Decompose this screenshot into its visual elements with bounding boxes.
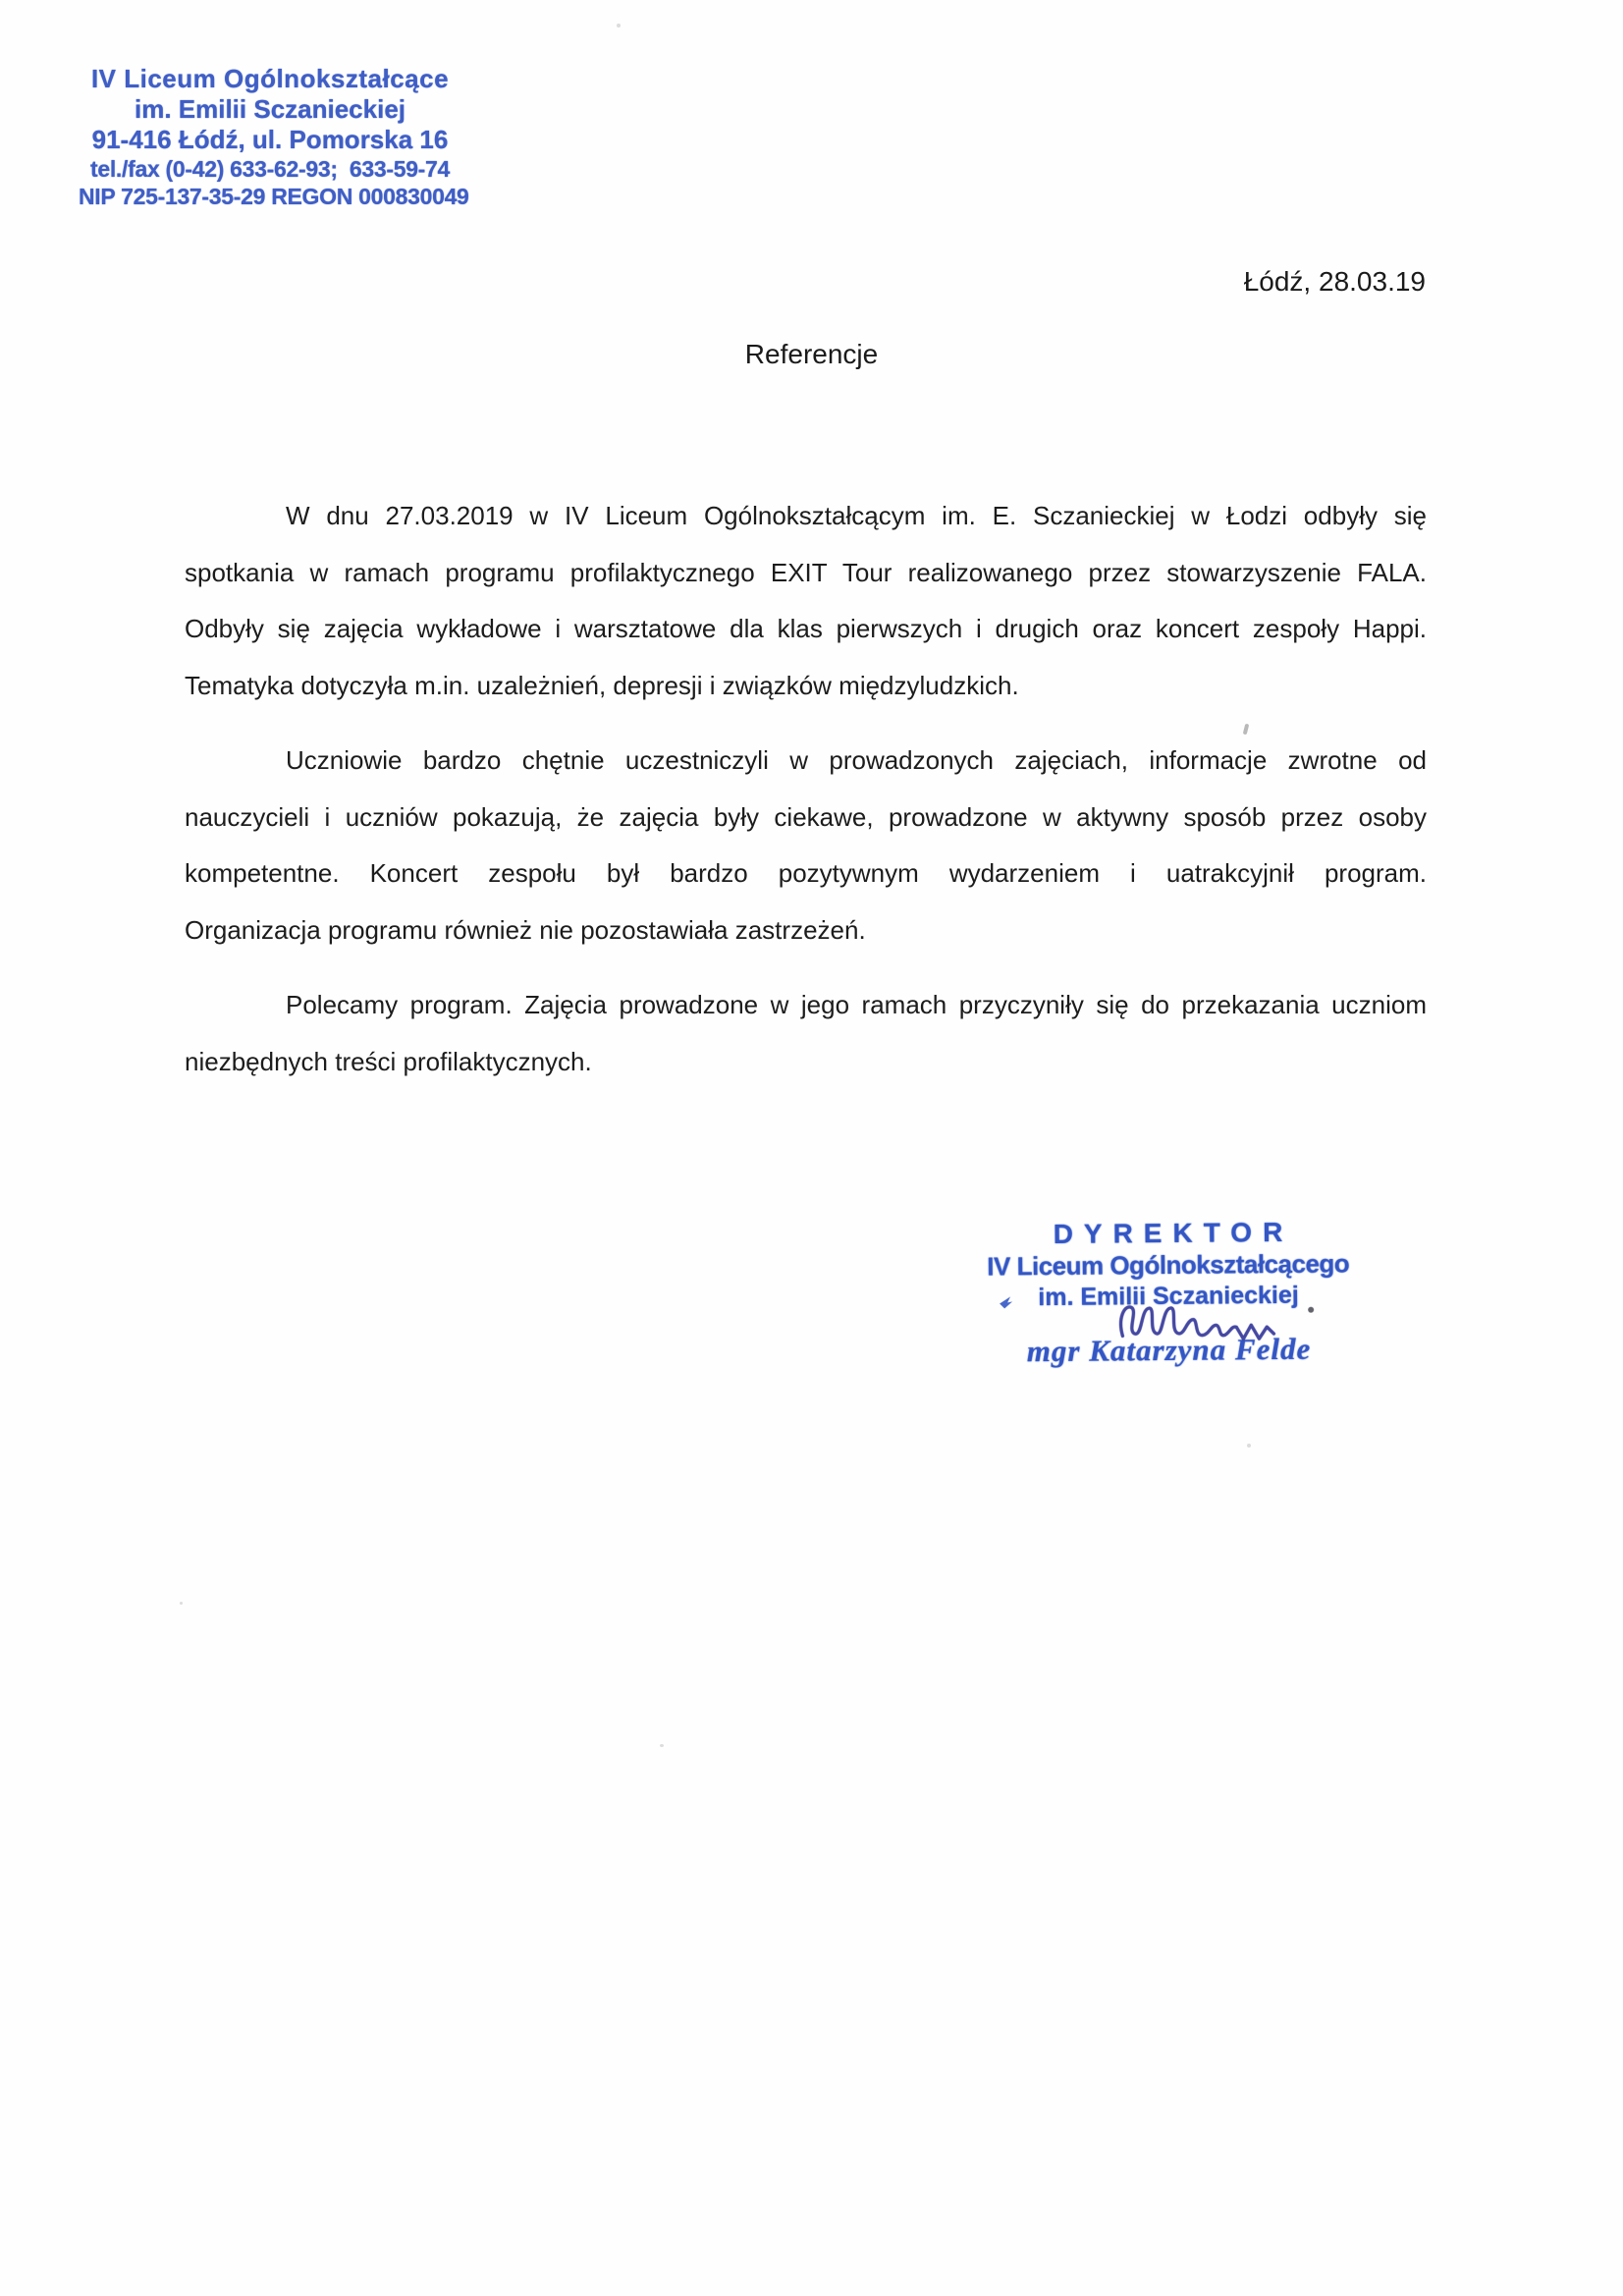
body-line: Organizacja programu również nie pozostawiała zastrzeżeń.	[185, 914, 866, 945]
header-stamp-line-3: 91-416 Łódź, ul. Pomorska 16	[91, 125, 449, 154]
paragraph-1	[185, 488, 1427, 714]
paragraph-2	[185, 733, 1427, 958]
body-line: niezbędnych treści profilaktycznych.	[185, 1046, 592, 1076]
director-signature-stamp	[966, 1216, 1370, 1369]
body-line: kompetentne. Koncert zespołu był bardzo pozytywnym wydarzeniem i uatrakcyjnił program.	[185, 858, 1427, 888]
scan-speck	[660, 1744, 664, 1747]
body-line: Polecamy program. Zajęcia prowadzone w jego ramach przyczyniły się do przekazania uczniom	[286, 990, 1427, 1019]
stamp-ink-dot	[1308, 1307, 1314, 1313]
header-stamp-line-4: tel./fax (0-42) 633-62-93; 633-59-74	[89, 156, 451, 182]
body-line: Odbyły się zajęcia wykładowe i warsztatowe dla klas pierwszych i drugich oraz koncert zespoły Happi.	[185, 614, 1427, 643]
header-stamp-line-5: NIP 725-137-35-29 REGON 000830049	[79, 184, 469, 209]
signer-name: mgr Katarzyna Felde	[1026, 1331, 1312, 1369]
body-line: W dnu 27.03.2019 w IV Liceum Ogólnokształcącym im. E. Sczanieckiej w Łodzi odbyły się	[286, 501, 1427, 530]
stamp-school-line2: im. Emilii Sczanieckiej	[1038, 1281, 1299, 1312]
body-line: Tematyka dotyczyła m.in. uzależnień, depresji i związków międzyludzkich.	[185, 670, 1019, 700]
header-stamp-line-2: im. Emilii Sczanieckiej	[134, 94, 406, 124]
director-role-label: DYREKTOR	[1053, 1216, 1294, 1250]
body-line: nauczycieli i uczniów pokazują, że zajęcia były ciekawe, prowadzone w aktywny sposób przez osoby	[185, 801, 1427, 832]
body-line: spotkania w ramach programu profilaktycznego EXIT Tour realizowanego przez stowarzyszenie FALA.	[185, 557, 1427, 587]
header-stamp-line-1: IV Liceum Ogólnokształcące	[90, 64, 450, 93]
stamp-smudge-icon	[997, 1293, 1018, 1311]
scan-speck	[617, 24, 621, 27]
paragraph-3	[185, 977, 1427, 1090]
handwritten-signature	[1112, 1295, 1284, 1354]
letter-title: Referencje	[744, 339, 879, 369]
stamp-school-line1: IV Liceum Ogólnokształcącego	[987, 1248, 1350, 1282]
date-line: Łódź, 28.03.19	[1243, 266, 1426, 297]
scan-speck	[1247, 1444, 1251, 1448]
school-header-stamp	[79, 63, 469, 210]
letter-body	[185, 488, 1427, 1109]
scan-speck	[180, 1602, 183, 1605]
body-line: Uczniowie bardzo chętnie uczestniczyli w prowadzonych zajęciach, informacje zwrotne od	[286, 745, 1427, 775]
